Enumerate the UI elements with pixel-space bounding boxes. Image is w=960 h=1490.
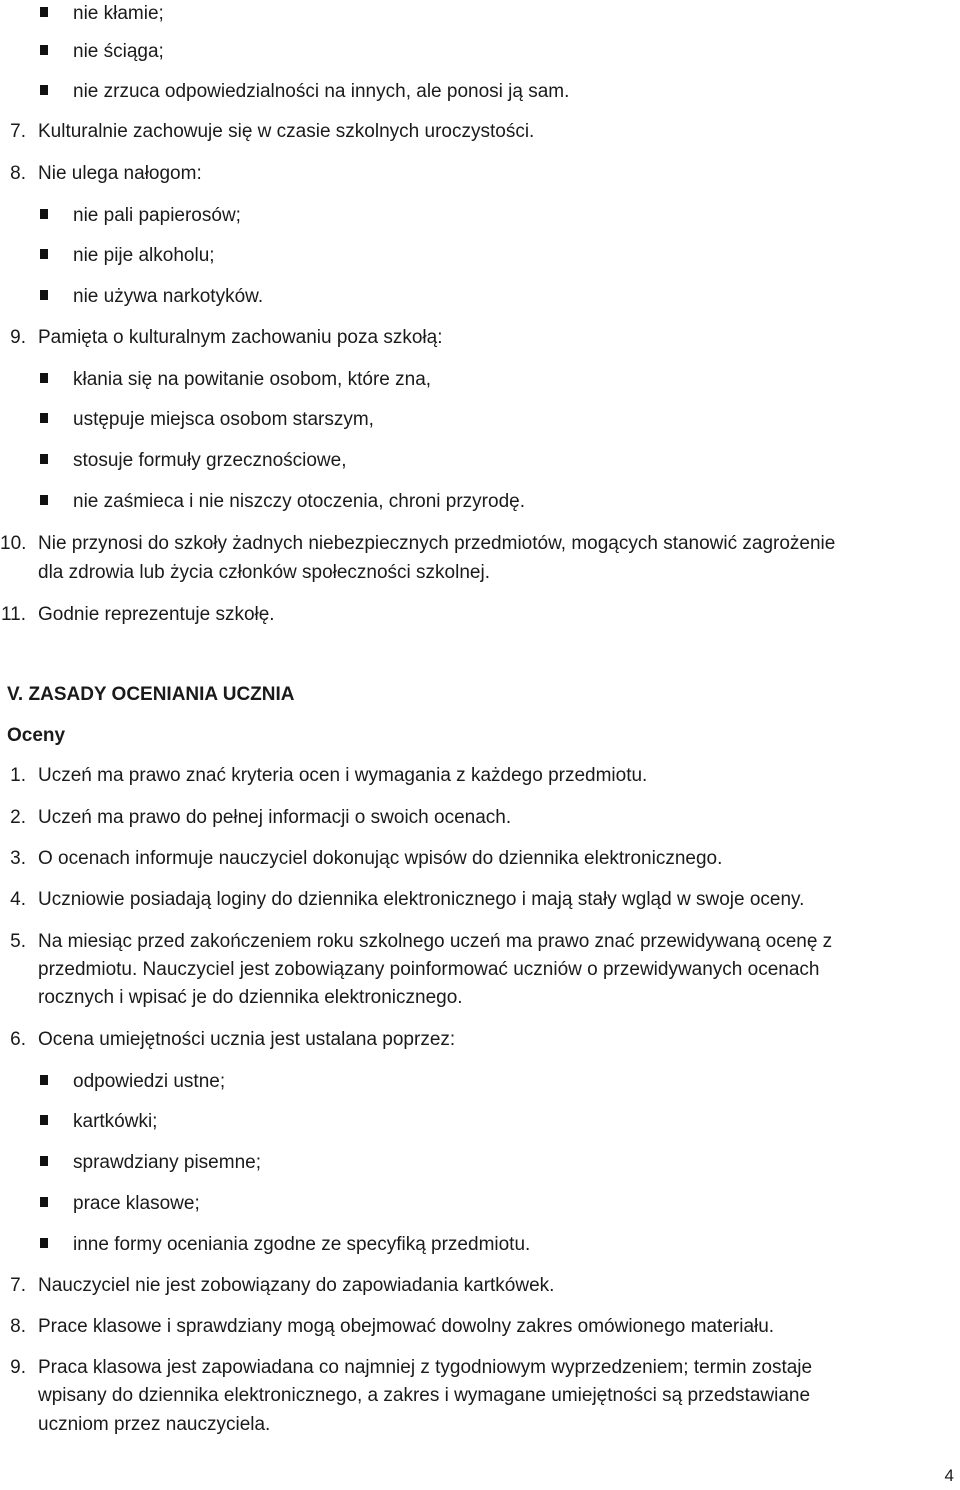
item-text: Prace klasowe i sprawdziany mogą obejmować dowolny zakres omówionego materiału.: [38, 1316, 775, 1337]
item-text-line: Na miesiąc przed zakończeniem roku szkolnego uczeń ma prawo znać przewidywaną ocenę z: [38, 931, 833, 952]
square-bullet-icon: [40, 1156, 48, 1166]
list-item-text: nie używa narkotyków.: [73, 286, 264, 307]
square-bullet-icon: [40, 413, 48, 423]
list-item-text: nie kłamie;: [73, 3, 164, 24]
item-text-line: uczniom przez nauczyciela.: [38, 1414, 271, 1435]
list-item-text: kartkówki;: [73, 1111, 158, 1132]
item-number: 1.: [10, 765, 26, 786]
square-bullet-icon: [40, 209, 48, 219]
square-bullet-icon: [40, 495, 48, 505]
item-text-line: wpisany do dziennika elektronicznego, a zakres i wymagane umiejętności są przedstawiane: [38, 1385, 811, 1406]
list-item-text: nie ściąga;: [73, 41, 164, 62]
list-item-text: prace klasowe;: [73, 1193, 200, 1214]
item-text-line: przedmiotu. Nauczyciel jest zobowiązany poinformować uczniów o przewidywanych ocenach: [38, 959, 820, 980]
square-bullet-icon: [40, 1197, 48, 1207]
item-number: 4.: [10, 889, 26, 910]
square-bullet-icon: [40, 85, 48, 95]
square-bullet-icon: [40, 1115, 48, 1125]
item-number: 8.: [10, 163, 26, 184]
item-text: Godnie reprezentuje szkołę.: [38, 604, 275, 625]
item-number: 7.: [10, 121, 26, 142]
section-title: V. ZASADY OCENIANIA UCZNIA: [7, 684, 295, 705]
item-number: 5.: [10, 931, 26, 952]
list-item-text: nie zrzuca odpowiedzialności na innych, ale ponosi ją sam.: [73, 81, 570, 102]
item-number: 10.: [0, 533, 27, 554]
square-bullet-icon: [40, 1238, 48, 1248]
list-item-text: sprawdziany pisemne;: [73, 1152, 261, 1173]
list-item-text: nie pije alkoholu;: [73, 245, 215, 266]
item-text: O ocenach informuje nauczyciel dokonując wpisów do dziennika elektronicznego.: [38, 848, 723, 869]
square-bullet-icon: [40, 7, 48, 17]
list-item-text: odpowiedzi ustne;: [73, 1071, 226, 1092]
list-item-text: stosuje formuły grzecznościowe,: [73, 450, 347, 471]
item-text: Uczeń ma prawo do pełnej informacji o swoich ocenach.: [38, 807, 512, 828]
square-bullet-icon: [40, 373, 48, 383]
item-text: Nie ulega nałogom:: [38, 163, 202, 184]
item-number: 3.: [10, 848, 26, 869]
item-text: Kulturalnie zachowuje się w czasie szkolnych uroczystości.: [38, 121, 535, 142]
item-text-line: Praca klasowa jest zapowiadana co najmniej z tygodniowym wyprzedzeniem; termin zostaje: [38, 1357, 813, 1378]
item-number: 9.: [10, 1357, 26, 1378]
square-bullet-icon: [40, 454, 48, 464]
list-item-text: nie pali papierosów;: [73, 205, 241, 226]
item-text: Pamięta o kulturalnym zachowaniu poza szkołą:: [38, 327, 443, 348]
item-number: 8.: [10, 1316, 26, 1337]
item-number: 6.: [10, 1029, 26, 1050]
square-bullet-icon: [40, 45, 48, 55]
list-item-text: kłania się na powitanie osobom, które zna,: [73, 369, 432, 390]
item-number: 9.: [10, 327, 26, 348]
list-item-text: nie zaśmieca i nie niszczy otoczenia, chroni przyrodę.: [73, 491, 525, 512]
square-bullet-icon: [40, 249, 48, 259]
item-number: 2.: [10, 807, 26, 828]
square-bullet-icon: [40, 1075, 48, 1085]
page-number: 4: [944, 1466, 954, 1485]
square-bullet-icon: [40, 290, 48, 300]
item-text-line: dla zdrowia lub życia członków społeczności szkolnej.: [38, 562, 490, 583]
subsection-title: Oceny: [7, 725, 66, 746]
list-item-text: ustępuje miejsca osobom starszym,: [73, 409, 374, 430]
item-text-line: Nie przynosi do szkoły żadnych niebezpiecznych przedmiotów, mogących stanowić zagrożenie: [38, 533, 836, 554]
item-number: 11.: [0, 604, 26, 625]
item-text-line: rocznych i wpisać je do dziennika elektronicznego.: [38, 987, 463, 1008]
item-number: 7.: [10, 1275, 26, 1296]
item-text: Uczeń ma prawo znać kryteria ocen i wymagania z każdego przedmiotu.: [38, 765, 648, 786]
item-text: Uczniowie posiadają loginy do dziennika elektronicznego i mają stały wgląd w swoje oceny.: [38, 889, 805, 910]
list-item-text: inne formy oceniania zgodne ze specyfiką przedmiotu.: [73, 1234, 531, 1255]
item-text: Ocena umiejętności ucznia jest ustalana poprzez:: [38, 1029, 456, 1050]
item-text: Nauczyciel nie jest zobowiązany do zapowiadania kartkówek.: [38, 1275, 555, 1296]
